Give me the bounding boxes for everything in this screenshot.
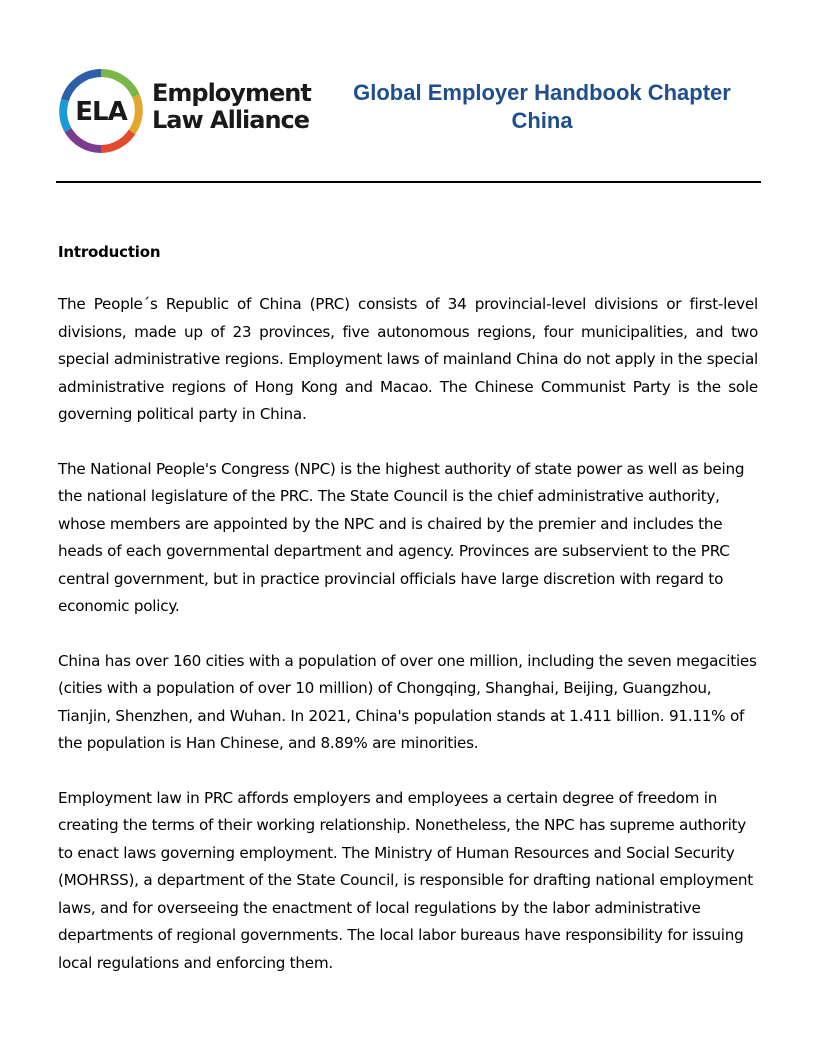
document-title	[322, 79, 762, 135]
paragraph: Employment law in PRC affords employers and employees a certain degree of freedom in creating the terms of their working relationship. Nonetheless, the NPC has supreme authority to enact laws governing employment. The Ministry of Human Resources and Social Security (MOHRSS), a department of the State Council, is responsible for drafting national employment laws, and for overseeing the enactment of local regulations by the labor administrative departments of regional governments. The local labor bureaus have responsibility for issuing local regulations and enforcing them.	[58, 788, 753, 972]
ela-logo-mark	[56, 66, 146, 156]
paragraph: The People´s Republic of China (PRC) consists of 34 provincial-level divisions or first-level divisions, made up of 23 provinces, five autonomous regions, four municipalities, and two special administrative regions. Employment laws of mainland China do not apply in the special administrative regions of Hong Kong and Macao. The Chinese Communist Party is the sole governing political party in China.	[58, 295, 758, 423]
logo-name-line2: Law Alliance	[152, 106, 310, 134]
ela-logo	[56, 66, 311, 156]
section-heading: Introduction	[58, 243, 161, 261]
title-line2: China	[511, 108, 573, 133]
header-divider	[56, 181, 761, 183]
logo-wordmark	[152, 80, 311, 134]
logo-name-line1: Employment	[152, 79, 311, 107]
paragraph: The National People's Congress (NPC) is the highest authority of state power as well as being the national legislature of the PRC. The State Council is the chief administrative authority, whose members are appointed by the NPC and is chaired by the premier and includes the heads of each governmental department and agency. Provinces are subservient to the PRC central government, but in practice provincial officials have large discretion with regard to economic policy.	[58, 459, 745, 615]
title-line1: Global Employer Handbook Chapter	[353, 80, 731, 105]
paragraph: China has over 160 cities with a population of over one million, including the seven megacities (cities with a population of over 10 million) of Chongqing, Shanghai, Beijing, Guangzhou, Tianjin, Shenzhen, and Wuhan. In 2021, China's population stands at 1.411 billion. 91.11% of the population is Han Chinese, and 8.89% are minorities.	[58, 651, 757, 752]
logo-mark-text: ELA	[75, 97, 127, 127]
document-body	[58, 240, 758, 1004]
